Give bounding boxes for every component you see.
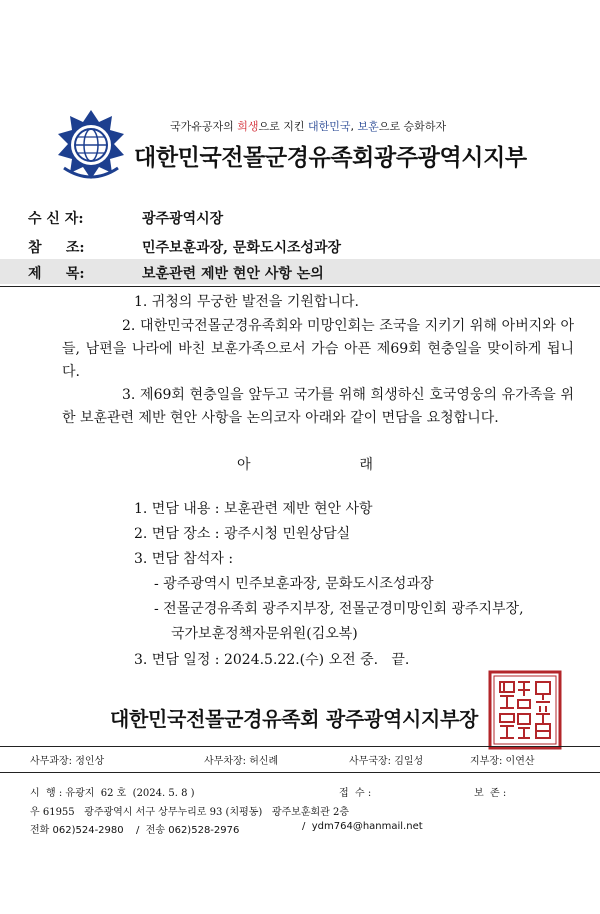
attendee-2-continued: 국가보훈정책자문위원(김오복) bbox=[171, 626, 358, 642]
notice-item-4: 3. 면담 일정 : 2024.5.22.(수) 오전 중. 끝. bbox=[134, 652, 410, 668]
paragraph-1: 1. 귀청의 무궁한 발전을 기원합니다. bbox=[134, 294, 359, 310]
receipt-field: 접 수 : bbox=[339, 788, 372, 799]
fax-number: / 전송 062)528-2976 bbox=[136, 825, 240, 836]
paragraph-3: 3. 제69회 현충일을 앞두고 국가를 위해 희생하신 호국영웅의 유가족을 위한 보훈관련 제반 현안 사항을 논의코자 아래와 같이 면담을 요청합니다. bbox=[62, 387, 574, 426]
reference-value: 민주보훈과장, 문화도시조성과장 bbox=[142, 240, 342, 256]
enforcement-number: 시 행 : 유광지 62 호 (2024. 5. 8 ) bbox=[30, 788, 195, 799]
notice-heading-left: 아 bbox=[237, 457, 251, 473]
staff-deputy: 사무차장: 허신례 bbox=[204, 756, 279, 767]
subject-label: 제 목: bbox=[28, 266, 85, 282]
phone-number: 전화 062)524-2980 bbox=[30, 825, 124, 836]
slogan: 국가유공자의 희생으로 지킨 대한민국, 보훈으로 승화하자 bbox=[170, 120, 447, 133]
notice-heading-right: 래 bbox=[359, 457, 373, 473]
recipient-value: 광주광역시장 bbox=[142, 211, 224, 227]
attendee-1: - 광주광역시 민주보훈과장, 문화도시조성과장 bbox=[154, 576, 434, 592]
notice-item-3: 3. 면담 참석자 : bbox=[134, 551, 234, 567]
reference-label: 참 조: bbox=[28, 240, 85, 256]
retention-field: 보 존 : bbox=[474, 788, 507, 799]
reference-row bbox=[0, 233, 600, 258]
attendee-2: - 전몰군경유족회 광주지부장, 전몰군경미망인회 광주지부장, bbox=[154, 601, 524, 617]
subject-value: 보훈관련 제반 현안 사항 논의 bbox=[142, 266, 324, 282]
subject-row bbox=[0, 259, 600, 284]
sender-organization: 대한민국전몰군경유족회 광주광역시지부장 bbox=[110, 707, 479, 731]
staff-director: 사무국장: 김일성 bbox=[349, 756, 424, 767]
emblem-icon bbox=[54, 108, 128, 182]
notice-item-1: 1. 면담 내용 : 보훈관련 제반 현안 사항 bbox=[134, 501, 373, 517]
address: 우 61955 광주광역시 서구 상무누리로 93 (치평동) 광주보훈회관 2층 bbox=[30, 807, 350, 818]
recipient-label: 수 신 자: bbox=[28, 211, 84, 227]
staff-clerk: 사무과장: 정인상 bbox=[30, 756, 105, 767]
notice-item-2: 2. 면담 장소 : 광주시청 민원상담실 bbox=[134, 526, 351, 542]
official-seal-icon bbox=[488, 670, 562, 750]
organization-title: 대한민국전몰군경유족회광주광역시지부 bbox=[134, 145, 527, 171]
email-address: / ydm764@hanmail.net bbox=[302, 821, 423, 832]
paragraph-2: 2. 대한민국전몰군경유족회와 미망인회는 조국을 지키기 위해 아버지와 아들, 남편을 나라에 바친 보훈가족으로서 가슴 아픈 제69회 현충일을 맞이하게 됩니다. bbox=[62, 318, 574, 380]
footer-divider-top bbox=[0, 746, 600, 747]
recipient-row bbox=[0, 204, 600, 229]
staff-branch-chief: 지부장: 이연산 bbox=[470, 756, 535, 767]
divider bbox=[0, 286, 600, 287]
footer-divider-bottom bbox=[0, 772, 600, 773]
notice-heading bbox=[237, 454, 373, 474]
